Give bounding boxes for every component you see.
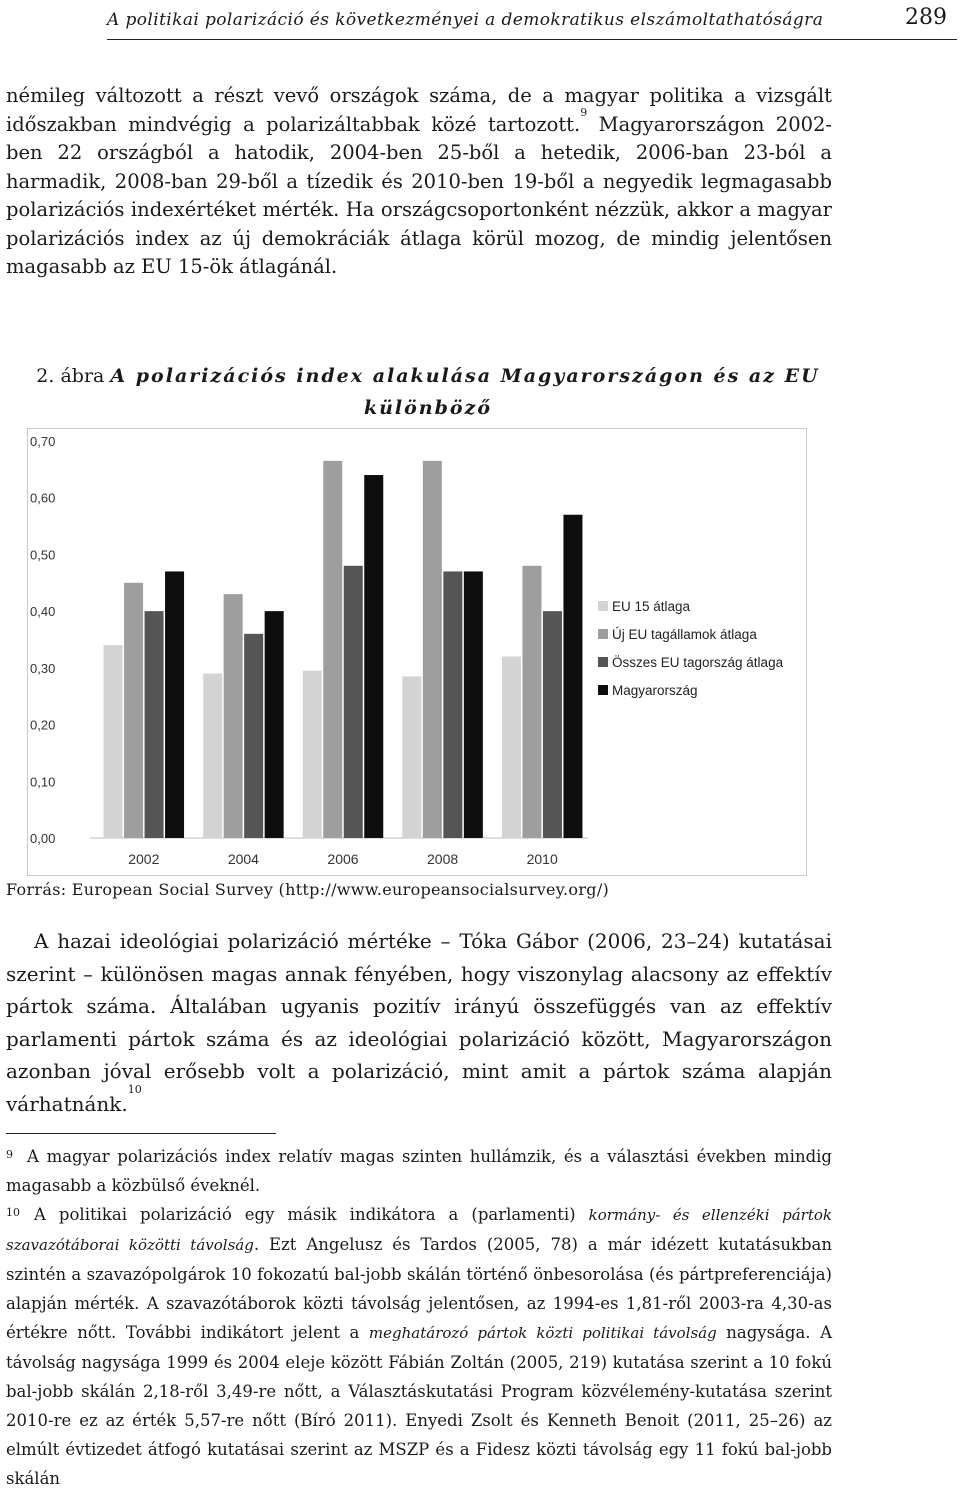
x-tick-label: 2010 bbox=[526, 851, 558, 867]
footnote-emphasis: meghatározó pártok közti politikai távolság bbox=[368, 1324, 717, 1342]
footnote-ref-10[interactable]: 10 bbox=[127, 1082, 142, 1096]
x-tick-label: 2002 bbox=[128, 851, 160, 867]
paragraph-text: Magyarországon 2002-ben 22 országból a hatodik, 2004-ben 25-ből a hetedik, 2006-ban 23-ból a harmadik, 2008-ban 29-ből a tízedik és 2010-ben 19-ből a negyedik legmagasabb polarizációs indexértéket mérték. Ha országcsoportonként nézzük, akkor a magyar polarizációs index az új demokráciák átlaga körül mozog, de mindig jelentősen magasabb az EU 15-ök átlagánál. bbox=[6, 112, 832, 278]
y-tick-label: 0,60 bbox=[30, 490, 56, 506]
legend-label: EU 15 átlaga bbox=[612, 599, 691, 614]
body-paragraph-2 bbox=[6, 925, 832, 1120]
footnote-emphasis: kormány- és ellenzéki pártok szavazótáborai közötti távolság bbox=[6, 1206, 832, 1254]
bar bbox=[364, 475, 383, 838]
bar bbox=[502, 657, 521, 838]
legend-label: Összes EU tagország átlaga bbox=[612, 655, 784, 670]
figure-source: Forrás: European Social Survey (http://www.europeansocialsurvey.org/) bbox=[6, 880, 610, 899]
y-tick-label: 0,00 bbox=[30, 831, 56, 846]
legend-swatch bbox=[598, 657, 608, 667]
y-tick-label: 0,30 bbox=[30, 660, 56, 676]
legend-label: Magyarország bbox=[612, 683, 698, 698]
x-tick-label: 2006 bbox=[327, 851, 359, 867]
bar bbox=[344, 566, 363, 838]
figure-number: 2. ábra bbox=[36, 365, 105, 387]
footnote-10 bbox=[6, 1200, 832, 1493]
footnote-number: 9 bbox=[6, 1148, 13, 1161]
bar bbox=[104, 645, 123, 838]
legend-label: Új EU tagállamok átlaga bbox=[612, 627, 757, 642]
bar bbox=[563, 515, 582, 838]
bar bbox=[224, 594, 243, 838]
bar bbox=[522, 566, 541, 838]
running-header-title: A politikai polarizáció és következményei a demokratikus elszámoltathatóságra bbox=[107, 10, 824, 30]
legend-swatch bbox=[598, 629, 608, 639]
bar bbox=[323, 461, 342, 838]
y-tick-label: 0,20 bbox=[30, 717, 56, 733]
bar bbox=[543, 611, 562, 838]
running-header bbox=[107, 7, 957, 40]
footnote-text: nagysága. A távolság nagysága 1999 és 2004 eleje között Fábián Zoltán (2005, 219) kutatása szerint a 10 fokú bal-jobb skálán 2,18-ről 3,49-re nőtt, a Választáskutatási Program közvélemény-kutatása szerint 2010-re ez az érték 5,57-re nőtt (Bíró 2011). Enyedi Zsolt és Kenneth Benoit (2011, 25–26) az elmúlt évtizedet átfogó kutatásai szerint az MSZP és a Fidesz közti távolság egy 11 fokú bal-jobb skálán bbox=[6, 1323, 832, 1488]
footnotes bbox=[6, 1142, 832, 1493]
page-number: 289 bbox=[905, 5, 947, 30]
paragraph-text: A hazai ideológiai polarizáció mértéke – Tóka Gábor (2006, 23–24) kutatásai szerint – különösen magas annak fényében, hogy viszonylag alacsony az effektív pártok száma. Általában ugyanis pozitív irányú összefüggés van az effektív parlamenti pártok száma és az ideológiai polarizáció között, Magyarországon azonban jóval erősebb volt a polarizáció, mint amit a pártok száma alapján várhatnánk. bbox=[6, 929, 832, 1116]
legend-swatch bbox=[598, 601, 608, 611]
chart-canvas bbox=[28, 429, 806, 875]
legend-swatch bbox=[598, 685, 608, 695]
footnote-text: A politikai polarizáció egy másik indikátora a (parlamenti) bbox=[34, 1205, 589, 1224]
footnote-number: 10 bbox=[6, 1206, 20, 1219]
bar bbox=[165, 571, 184, 838]
y-tick-label: 0,70 bbox=[30, 434, 56, 449]
bar bbox=[402, 676, 421, 838]
bar bbox=[145, 611, 164, 838]
bar bbox=[265, 611, 284, 838]
y-tick-label: 0,50 bbox=[30, 547, 56, 563]
bar bbox=[124, 583, 143, 838]
footnote-9 bbox=[6, 1142, 832, 1200]
x-tick-label: 2008 bbox=[427, 851, 459, 867]
bar bbox=[303, 671, 322, 838]
bar bbox=[244, 634, 263, 838]
footnote-divider bbox=[6, 1133, 276, 1134]
bar bbox=[443, 571, 462, 838]
bar bbox=[203, 674, 222, 838]
paragraph-text: némileg változott a részt vevő országok száma, de a magyar politika a vizsgált időszakban mindvégig a polarizáltabbak közé tartozott. bbox=[6, 84, 832, 136]
footnote-text: . Ezt Angelusz és Tardos (2005, 78) a már idézett kutatásukban szintén a szavazópolgárok 10 fokozatú bal-jobb skálán történő önbesorolása (és pártpreferenciája) alapján mérték. A szavazótáborok közti távolság jelentősen, az 1994-es 1,81-ről 2003-ra 4,30-as értékre nőtt. További indikátort jelent a bbox=[6, 1235, 832, 1342]
bar bbox=[464, 571, 483, 838]
x-tick-label: 2004 bbox=[227, 851, 259, 867]
body-paragraph-1 bbox=[6, 82, 832, 282]
figure-title-line-1: A polarizációs index alakulása Magyarországon és az EU különböző bbox=[110, 365, 820, 419]
y-tick-label: 0,40 bbox=[30, 604, 56, 620]
footnote-ref-9[interactable]: 9 bbox=[580, 105, 588, 119]
bar-chart bbox=[27, 428, 807, 876]
y-tick-label: 0,10 bbox=[30, 774, 56, 790]
footnote-text: A magyar polarizációs index relatív magas szinten hullámzik, és a választási években mindig magasabb a közbülső éveknél. bbox=[6, 1147, 832, 1195]
bar bbox=[423, 461, 442, 838]
